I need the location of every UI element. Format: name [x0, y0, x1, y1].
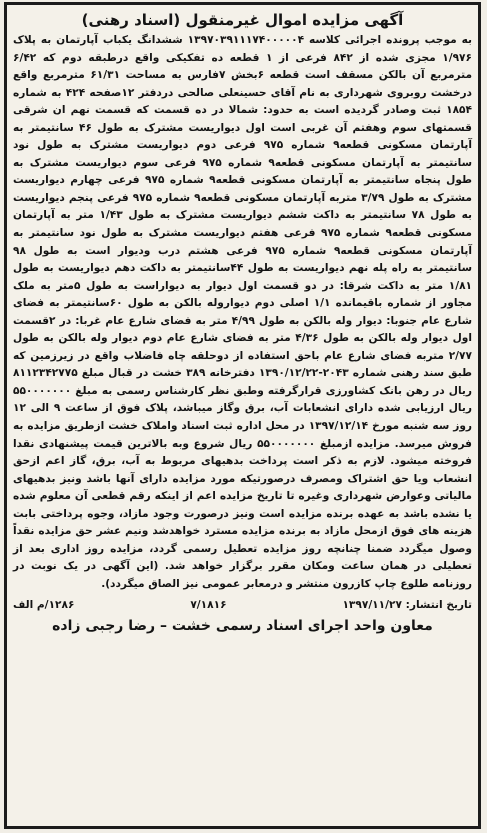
- auction-notice: [4, 2, 481, 829]
- reference-number: ۱۲۸۶/م الف: [13, 598, 75, 611]
- notice-title: آگهی مزایده اموال غیرمنقول (اسناد رهنی): [81, 11, 404, 29]
- notice-body: به موجب پرونده اجرائی کلاسه ۱۳۹۷۰۳۹۱۱۱۷۴۰۰۰۰۰۴ ششدانگ یکباب آپارتمان به پلاک ۱/۹۷۶ مجزی شده از ۸۴۲ فرعی از ۱ قطعه ده تفکیکی واقع درطبقه دوم که ۶/۴۲ مترمربع آن بالکن مسقف است قطعه ۶بخش ۷فارس به مساحت ۶۱/۳۱ مترمربع واقع درخشت روبروی شهرداری به نام آقای حسینعلی صالحی دردفتر ۱۲صفحه ۴۲۴ به شماره ۱۸۵۴ ثبت وصادر گردیده است به حدود: شمالا در ده قسمت که قسمت نهم ان شرقی قسمتهای سوم وهفتم آن غربی است اول دیواریست مشترک به طول ۴۶ سانتیمتر به آپارتمان مسکونی قطعه۹ شماره ۹۷۵ فرعی دوم دیواریست مشترک به طول نود سانتیمتر به آپارتمان مسکونی قطعه۹ شماره ۹۷۵ فرعی سوم دیواریست مشترک به طول پنجاه سانتیمتر به آپارتمان مسکونی قطعه۹ شماره ۹۷۵ فرعی چهارم دیواریست مشترک به طول ۳/۷۹ متربه آپارتمان مسکونی قطعه۹ شماره ۹۷۵ فرعی پنجم دیواریست به طول ۷۸ سانتیمتر به داکت ششم دیواریست مشترک به طول ۱/۴۳ متر به آپارتمان مسکونی قطعه۹ شماره ۹۷۵ فرعی هفتم دیواریست مشترک به طول نود سانتیمتر به آپارتمان مسکونی قطعه۹ شماره ۹۷۵ فرعی هشتم درب ودیوار است به طول ۹۸ سانتیمتر به راه پله نهم دیواریست به طول ۴۴سانتیمتر به داکت دهم دیواریست به طول ۱/۸۱ متر به داکت شرقا: در دو قسمت اول دیوار به دیواراست به طول ۵متر به ملک مجاور از شماره باقیمانده ۱/۱ اصلی دوم دیواروله بالکن به طول ۶۰سانتیمتر به فضای شارع عام جنوبا: دیوار وله بالکن به طول ۴/۹۹ متر به فضای شارع عام غربا: در ۲قسمت اول دیوار وله بالکن به طول ۴/۳۶ متر به فضای شارع عام دوم دیوار وله بالکن به طول ۲/۷۷ متربه فضای شارع عام باحق استفاده از دوحلقه چاه فاضلاب واقع در زیرزمین که طبق سند رهنی شماره ۲۰۴۳-۱۳۹۰/۱۲/۲۲ دفترخانه ۳۸۹ خشت در قبال مبلغ ۸۱۱۲۳۴۲۷۷۵ ریال در رهن بانک کشاورزی قرارگرفته وطبق نظر کارشناس رسمی به مبلغ ۵۵۰۰۰۰۰۰۰ ریال ارزیابی شده دارای انشعابات آب، برق وگاز میباشد، پلاک فوق از ساعت ۹ الی ۱۲ روز سه شنبه مورخ ۱۳۹۷/۱۲/۱۴ در محل اداره ثبت اسناد واملاک خشت ازطریق مزایده به فروش میرسد. مزایده ازمبلغ ۵۵۰۰۰۰۰۰۰ ریال شروع وبه بالاترین قیمت پیشنهادی نقدا فروخته میشود. لازم به ذکر است پرداخت بدهیهای مربوط به آب، برق، گاز اعم ازحق انشعاب ویا حق اشتراک ومصرف درصورتیکه مورد مزایده دارای آنها باشد ونیز بدهیهای مالیاتی وعوارض شهرداری وغیره تا تاریخ مزایده اعم از اینکه رقم قطعی آن معلوم شده یا نشده باشد به عهده برنده مزایده است ونیز درصورت وجود مازاد، وجوه پرداختی بابت هزینه های فوق ازمحل مازاد به برنده مزایده مسترد خواهدشد ونیم عشر حق مزایده نقداً وصول میگردد ضمنا چنانچه روز مزایده تعطیل رسمی گردد، مزایده روز اداری بعد از تعطیلی در همان ساعت ومکان مقرر برگزار خواهد شد. (این آگهی در یک نوبت در روزنامه طلوع چاپ کازرون منتشر و درمعابر عمومی نیز الصاق میگردد).: [13, 34, 473, 590]
- signature-line: معاون واحد اجرای اسناد رسمی خشت – رضا رجبی زاده: [52, 617, 433, 634]
- publish-date: تاریخ انتشار: ۱۳۹۷/۱۱/۲۷: [342, 598, 472, 611]
- publication-line: [13, 596, 472, 614]
- notice-code: ۷/۱۸۱۶: [190, 598, 227, 611]
